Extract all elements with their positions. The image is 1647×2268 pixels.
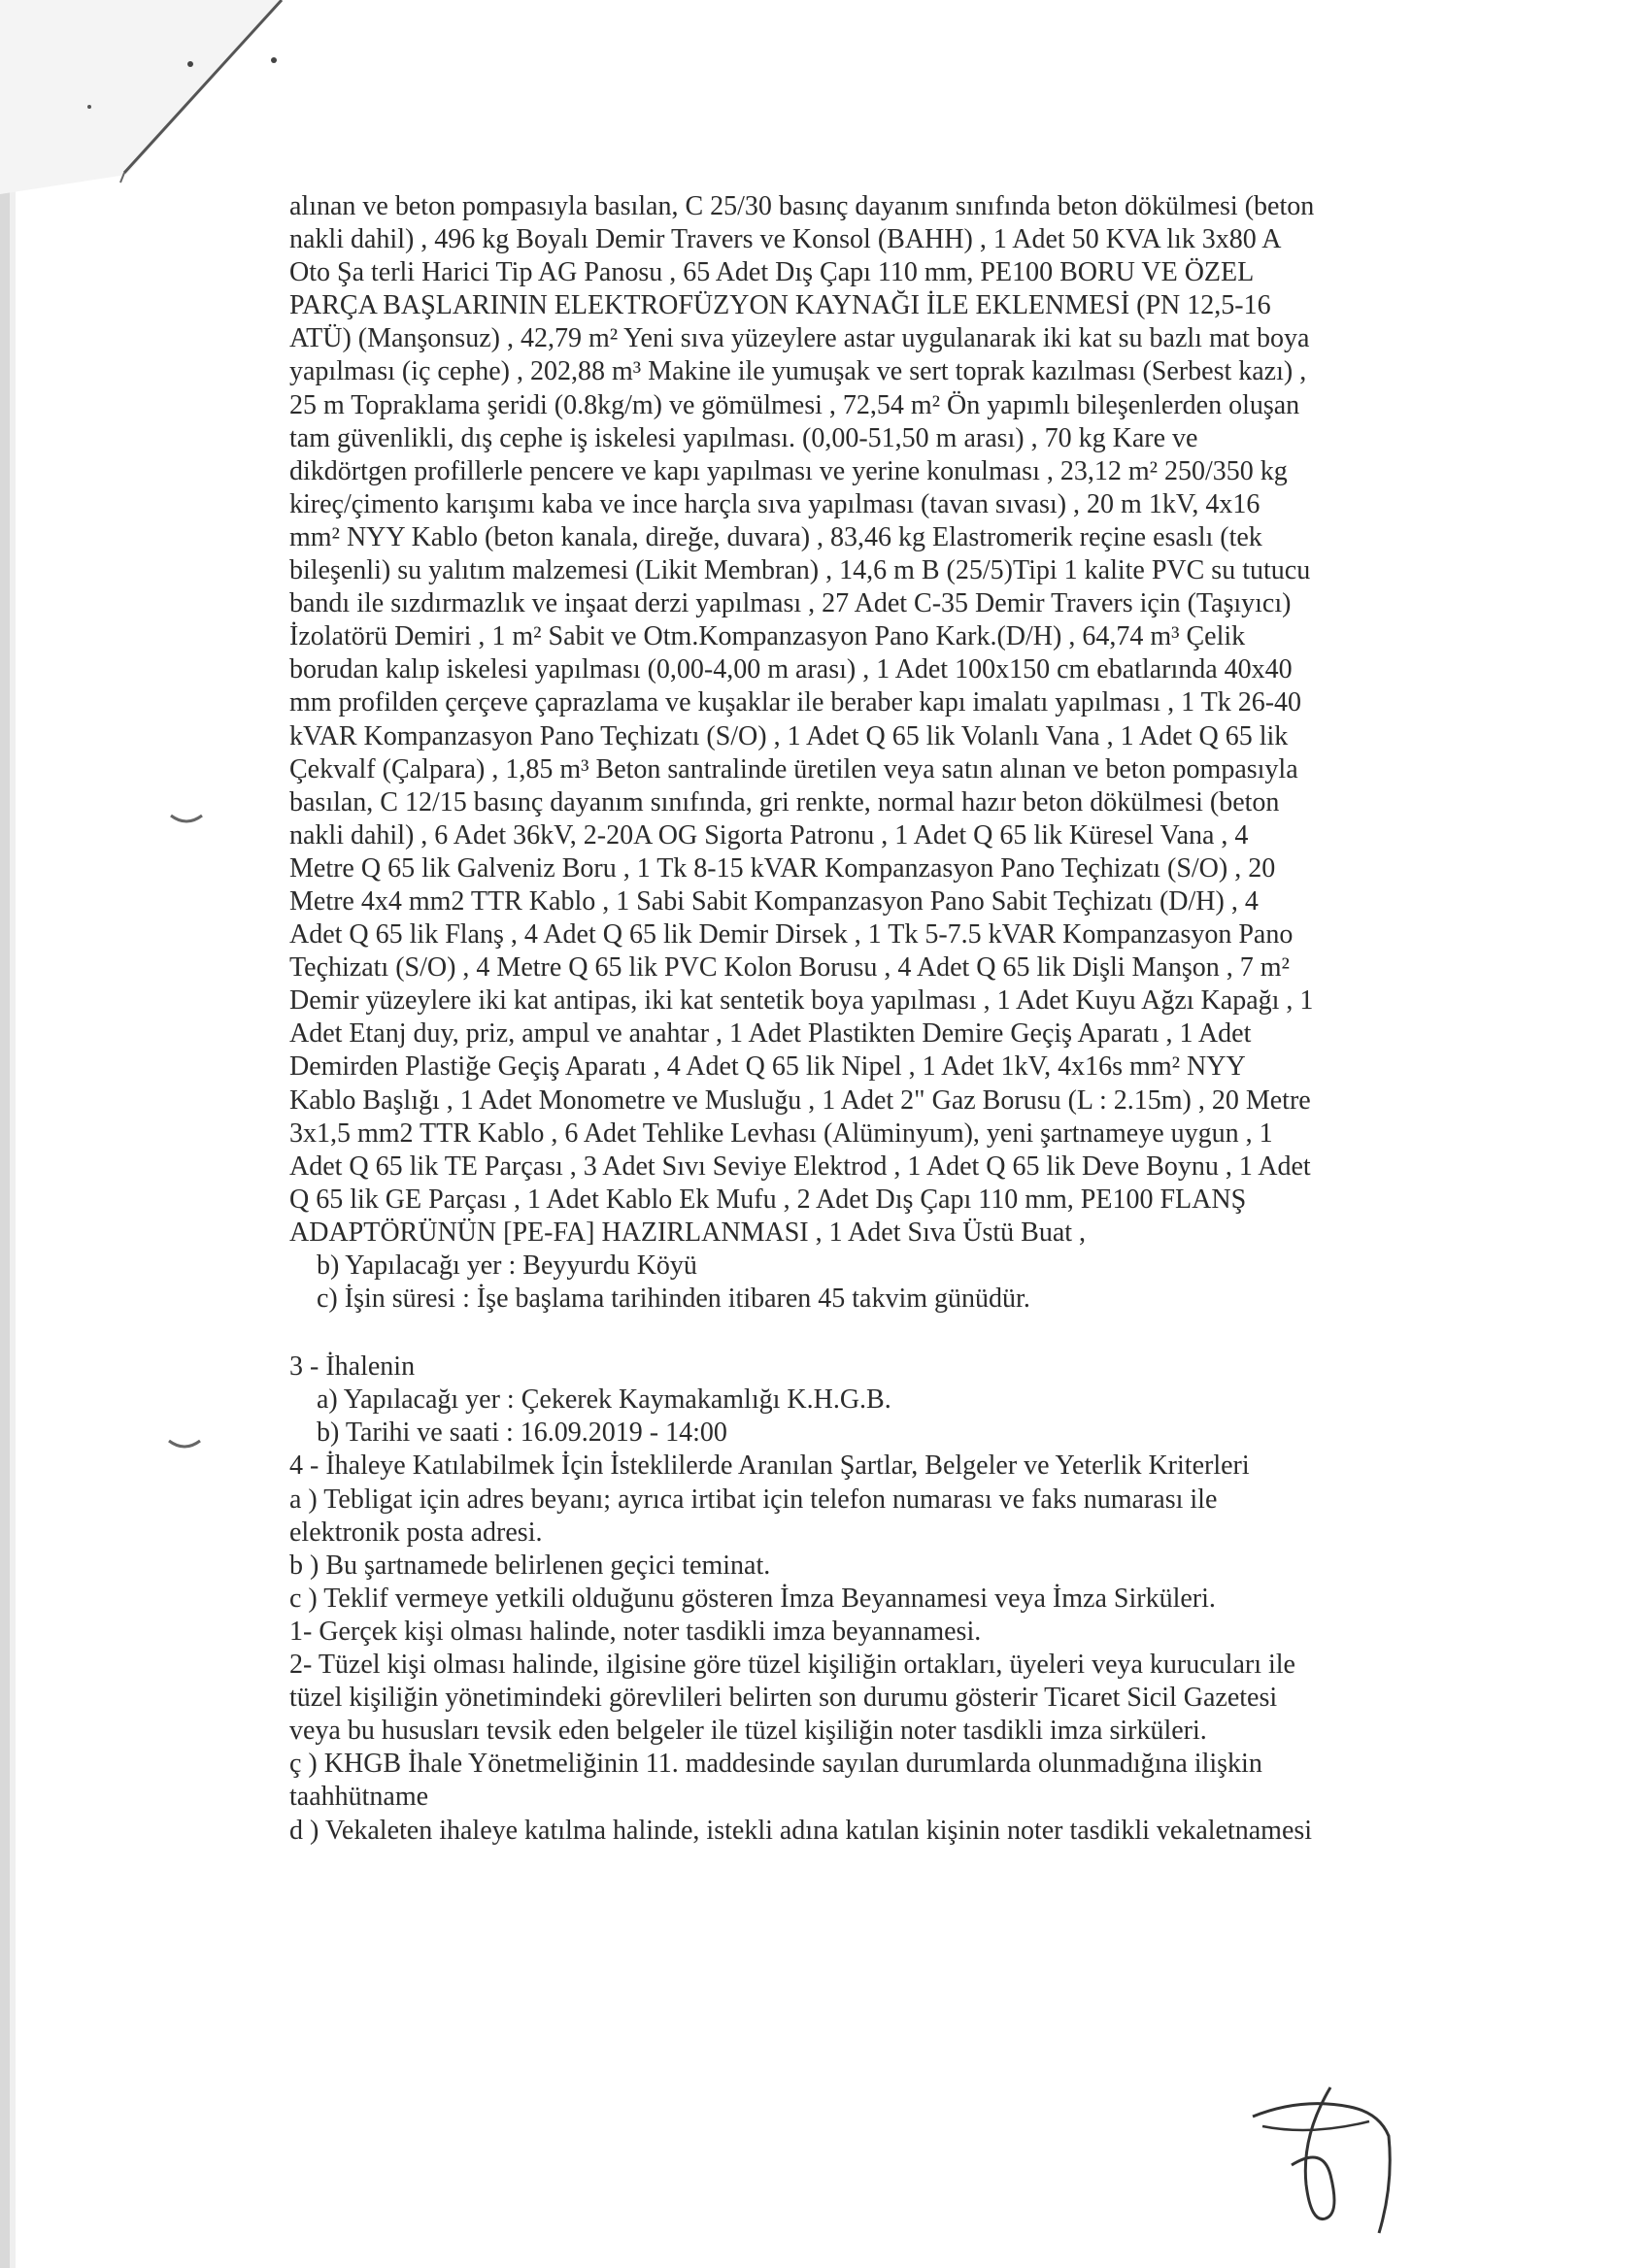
work-duration-line: c) İşin süresi : İşe başlama tarihinden itibaren 45 takvim günüdür. [317, 1284, 1030, 1315]
text-line: ç ) KHGB İhale Yönetmeliğinin 11. maddesinde sayılan durumlarda olunmadığına ilişkin [289, 1749, 1262, 1780]
work-place-line: b) Yapılacağı yer : Beyyurdu Köyü [317, 1251, 697, 1281]
punch-hole-mark [165, 1435, 204, 1454]
text-line: 1- Gerçek kişi olması halinde, noter tasdikli imza beyannamesi. [289, 1616, 982, 1647]
text-line: 3x1,5 mm2 TTR Kablo , 6 Adet Tehlike Levhası (Alüminyum), yeni şartnameye uygun , 1 [289, 1117, 1273, 1149]
text-line: Adet Q 65 lik TE Parçası , 3 Adet Sıvı Seviye Elektrod , 1 Adet Q 65 lik Deve Boynu , 1 Adet [289, 1151, 1311, 1182]
text-line: Çekvalf (Çalpara) , 1,85 m³ Beton santralinde üretilen veya satın alınan ve beton pompasıyla [289, 753, 1298, 784]
text-line: mm² NYY Kablo (beton kanala, direğe, duvara) , 83,46 kg Elastromerik reçine esaslı (tek [289, 521, 1262, 552]
text-line: Metre Q 65 lik Galveniz Boru , 1 Tk 8-15 kVAR Kompanzasyon Pano Teçhizatı (S/O) , 20 [289, 852, 1276, 884]
text-line: ATÜ) (Manşonsuz) , 42,79 m² Yeni sıva yüzeylere astar uygulanarak iki kat su bazlı mat boya [289, 323, 1310, 354]
text-line: basılan, C 12/15 basınç dayanım sınıfında, gri renkte, normal hazır beton dökülmesi (beton [289, 786, 1280, 817]
document-body [289, 190, 1503, 1848]
text-line: b ) Bu şartnamede belirlenen geçici teminat. [289, 1550, 771, 1581]
text-line: PARÇA BAŞLARININ ELEKTROFÜZYON KAYNAĞI İLE EKLENMESİ (PN 12,5-16 [289, 290, 1271, 321]
text-line: kVAR Kompanzasyon Pano Teçhizatı (S/O) , 1 Adet Q 65 lik Volanlı Vana , 1 Adet Q 65 lik [289, 720, 1289, 751]
folded-corner [0, 0, 311, 214]
text-line: tam güvenlikli, dış cephe iş iskelesi yapılması. (0,00-51,50 m arası) , 70 kg Kare ve [289, 422, 1198, 453]
text-line: Adet Etanj duy, priz, ampul ve anahtar , 1 Adet Plastikten Demire Geçiş Aparatı , 1 Adet [289, 1018, 1252, 1050]
text-line: dikdörtgen profillerle pencere ve kapı yapılması ve yerine konulması , 23,12 m² 250/350 kg [289, 455, 1288, 486]
text-line: kireç/çimento karışımı kaba ve ince harçla sıva yapılması (tavan sıvası) , 20 m 1kV, 4x16 [289, 488, 1260, 519]
text-line: Q 65 lik GE Parçası , 1 Adet Kablo Ek Mufu , 2 Adet Dış Çapı 110 mm, PE100 FLANŞ [289, 1184, 1247, 1215]
tender-date-line: b) Tarihi ve saati : 16.09.2019 - 14:00 [317, 1418, 727, 1449]
text-line: Demir yüzeylere iki kat antipas, iki kat sentetik boya yapılması , 1 Adet Kuyu Ağzı Kapağı , 1 [289, 985, 1314, 1017]
text-line: Metre 4x4 mm2 TTR Kablo , 1 Sabi Sabit Kompanzasyon Pano Sabit Teçhizatı (D/H) , 4 [289, 885, 1259, 917]
text-line: ADAPTÖRÜNÜN [PE-FA] HAZIRLANMASI , 1 Adet Sıva Üstü Buat , [289, 1217, 1087, 1248]
text-line: nakli dahil) , 6 Adet 36kV, 2-20A OG Sigorta Patronu , 1 Adet Q 65 lik Küresel Vana , 4 [289, 819, 1249, 850]
section-4-requirements [289, 1450, 1503, 1847]
text-line: a ) Tebligat için adres beyanı; ayrıca irtibat için telefon numarası ve faks numarası ile [289, 1484, 1218, 1515]
section-3-title: 3 - İhalenin [289, 1351, 416, 1383]
text-line: borudan kalıp iskelesi yapılması (0,00-4,00 m arası) , 1 Adet 100x150 cm ebatlarında 40x40 [289, 654, 1293, 685]
handwritten-signature [1233, 2078, 1408, 2252]
text-line: Oto Şa terli Harici Tip AG Panosu , 65 Adet Dış Çapı 110 mm, PE100 BORU VE ÖZEL [289, 257, 1255, 288]
text-line: 4 - İhaleye Katılabilmek İçin İsteklilerde Aranılan Şartlar, Belgeler ve Yeterlik Kriterleri [289, 1451, 1250, 1482]
text-line: veya bu hususları tevsik eden belgeler ile tüzel kişiliğin noter tasdikli imza sirküleri. [289, 1716, 1207, 1747]
text-line: bileşenli) su yalıtım malzemesi (Likit Membran) , 14,6 m B (25/5)Tipi 1 kalite PVC su tutucu [289, 555, 1311, 586]
text-line: nakli dahil) , 496 kg Boyalı Demir Travers ve Konsol (BAHH) , 1 Adet 50 KVA lık 3x80 A [289, 224, 1282, 255]
text-line: İzolatörü Demiri , 1 m² Sabit ve Otm.Kompanzasyon Pano Kark.(D/H) , 64,74 m³ Çelik [289, 621, 1246, 652]
text-line: c ) Teklif vermeye yetkili olduğunu gösteren İmza Beyannamesi veya İmza Sirküleri. [289, 1583, 1216, 1614]
text-line: 25 m Topraklama şeridi (0.8kg/m) ve gömülmesi , 72,54 m² Ön yapımlı bileşenlerden oluşan [289, 389, 1300, 420]
text-line: taahhütname [289, 1782, 429, 1813]
text-line: bandı ile sızdırmazlık ve inşaat derzi yapılması , 27 Adet C-35 Demir Travers için (Taşıyıcı) [289, 588, 1292, 619]
text-line: Adet Q 65 lik Flanş , 4 Adet Q 65 lik Demir Dirsek , 1 Tk 5-7.5 kVAR Kompanzasyon Pano [289, 919, 1294, 951]
text-line: alınan ve beton pompasıyla basılan, C 25/30 basınç dayanım sınıfında beton dökülmesi (beton [289, 191, 1315, 221]
text-line: Teçhizatı (S/O) , 4 Metre Q 65 lik PVC Kolon Borusu , 4 Adet Q 65 lik Dişli Manşon , 7 m² [289, 952, 1290, 984]
text-line: Demirden Plastiğe Geçiş Aparatı , 4 Adet Q 65 lik Nipel , 1 Adet 1kV, 4x16s mm² NYY [289, 1051, 1246, 1083]
work-items-paragraph [289, 190, 1503, 1250]
tender-place-line: a) Yapılacağı yer : Çekerek Kaymakamlığı K.H.G.B. [317, 1384, 891, 1416]
text-line: tüzel kişiliğin yönetimindeki görevlileri belirten son durumu gösterir Ticaret Sicil Gazetesi [289, 1683, 1278, 1714]
text-line: elektronik posta adresi. [289, 1517, 543, 1548]
text-line: Kablo Başlığı , 1 Adet Monometre ve Musluğu , 1 Adet 2" Gaz Borusu (L : 2.15m) , 20 Metre [289, 1084, 1311, 1116]
text-line: 2- Tüzel kişi olması halinde, ilgisine göre tüzel kişiliğin ortakları, üyeleri veya kurucuları ile [289, 1650, 1295, 1681]
text-line: d ) Vekaleten ihaleye katılma halinde, istekli adına katılan kişinin noter tasdikli vekaletnamesi [289, 1815, 1313, 1846]
spacer [289, 1316, 1503, 1351]
text-line: yapılması (iç cephe) , 202,88 m³ Makine ile yumuşak ve sert toprak kazılması (Serbest kazı) , [289, 356, 1307, 387]
text-line: mm profilden çerçeve çaprazlama ve kuşaklar ile beraber kapı imalatı yapılması , 1 Tk 26-40 [289, 687, 1302, 718]
punch-hole-mark [167, 810, 206, 829]
